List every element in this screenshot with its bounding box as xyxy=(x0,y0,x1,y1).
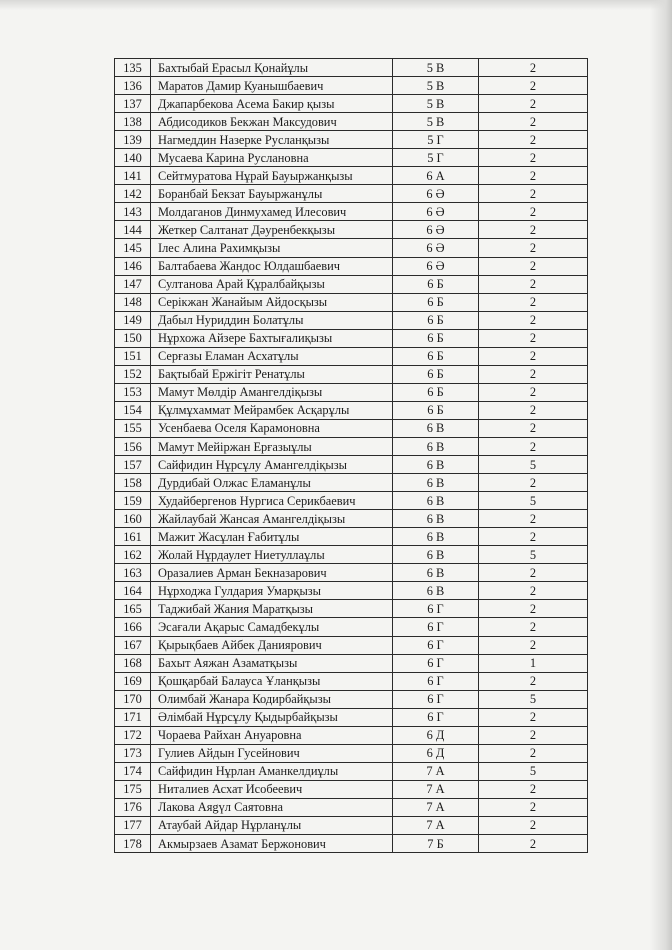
class-grade: 6 Ә xyxy=(393,257,479,275)
score-value: 2 xyxy=(479,311,588,329)
class-grade: 6 В xyxy=(393,474,479,492)
class-grade: 6 Б xyxy=(393,383,479,401)
student-name: Гулиев Айдын Гусейнович xyxy=(151,744,393,762)
student-name: Серікжан Жанайым Айдосқызы xyxy=(151,293,393,311)
student-name: Абдисодиков Бекжан Максудович xyxy=(151,113,393,131)
score-value: 2 xyxy=(479,510,588,528)
score-value: 2 xyxy=(479,744,588,762)
class-grade: 6 Ә xyxy=(393,239,479,257)
class-grade: 6 Г xyxy=(393,600,479,618)
class-grade: 6 Г xyxy=(393,618,479,636)
score-value: 2 xyxy=(479,167,588,185)
class-grade: 6 Г xyxy=(393,636,479,654)
row-number: 159 xyxy=(115,492,151,510)
score-value: 2 xyxy=(479,95,588,113)
class-grade: 6 Б xyxy=(393,401,479,419)
row-number: 135 xyxy=(115,59,151,77)
student-name: Құлмұхаммат Мейрамбек Асқарұлы xyxy=(151,401,393,419)
score-value: 5 xyxy=(479,456,588,474)
student-name: Молдаганов Динмухамед Илесович xyxy=(151,203,393,221)
class-grade: 5 В xyxy=(393,77,479,95)
student-results-table xyxy=(114,58,588,853)
row-number: 157 xyxy=(115,456,151,474)
row-number: 136 xyxy=(115,77,151,95)
row-number: 146 xyxy=(115,257,151,275)
row-number: 141 xyxy=(115,167,151,185)
score-value: 2 xyxy=(479,77,588,95)
row-number: 173 xyxy=(115,744,151,762)
student-name: Акмырзаев Азамат Бержонович xyxy=(151,835,393,853)
score-value: 2 xyxy=(479,564,588,582)
table-row xyxy=(115,690,588,708)
score-value: 5 xyxy=(479,492,588,510)
score-value: 2 xyxy=(479,275,588,293)
student-name: Бахтыбай Ерасыл Қонайұлы xyxy=(151,59,393,77)
score-value: 2 xyxy=(479,618,588,636)
row-number: 171 xyxy=(115,708,151,726)
row-number: 169 xyxy=(115,672,151,690)
class-grade: 7 А xyxy=(393,798,479,816)
class-grade: 7 Б xyxy=(393,835,479,853)
row-number: 155 xyxy=(115,419,151,437)
student-name: Бахыт Аяжан Азаматқызы xyxy=(151,654,393,672)
student-name: Балтабаева Жандос Юлдашбаевич xyxy=(151,257,393,275)
table-row xyxy=(115,59,588,77)
score-value: 1 xyxy=(479,654,588,672)
student-name: Сейтмуратова Нұрай Бауыржанқызы xyxy=(151,167,393,185)
class-grade: 6 Б xyxy=(393,365,479,383)
score-value: 2 xyxy=(479,528,588,546)
row-number: 154 xyxy=(115,401,151,419)
class-grade: 5 В xyxy=(393,95,479,113)
score-value: 2 xyxy=(479,835,588,853)
table-row xyxy=(115,582,588,600)
table-row xyxy=(115,474,588,492)
table-row xyxy=(115,437,588,455)
table-row xyxy=(115,311,588,329)
class-grade: 5 В xyxy=(393,59,479,77)
row-number: 143 xyxy=(115,203,151,221)
table-row xyxy=(115,185,588,203)
class-grade: 6 Ә xyxy=(393,185,479,203)
table-row xyxy=(115,239,588,257)
score-value: 2 xyxy=(479,672,588,690)
table-row xyxy=(115,456,588,474)
row-number: 161 xyxy=(115,528,151,546)
table-row xyxy=(115,708,588,726)
table-row xyxy=(115,744,588,762)
row-number: 150 xyxy=(115,329,151,347)
row-number: 160 xyxy=(115,510,151,528)
student-name: Маратов Дамир Куанышбаевич xyxy=(151,77,393,95)
student-name: Султанова Арай Құралбайқызы xyxy=(151,275,393,293)
score-value: 2 xyxy=(479,59,588,77)
row-number: 164 xyxy=(115,582,151,600)
student-name: Қырықбаев Айбек Даниярович xyxy=(151,636,393,654)
student-name: Дабыл Нуриддин Болатұлы xyxy=(151,311,393,329)
student-name: Ниталиев Асхат Исобеевич xyxy=(151,780,393,798)
table-row xyxy=(115,347,588,365)
row-number: 144 xyxy=(115,221,151,239)
class-grade: 6 В xyxy=(393,546,479,564)
student-name: Нұрхожа Айзере Бахтығалиқызы xyxy=(151,329,393,347)
student-name: Лакова Аяgүл Саятовна xyxy=(151,798,393,816)
score-value: 2 xyxy=(479,636,588,654)
table-row xyxy=(115,546,588,564)
row-number: 162 xyxy=(115,546,151,564)
table-row xyxy=(115,131,588,149)
student-name: Бақтыбай Ержігіт Ренатұлы xyxy=(151,365,393,383)
score-value: 2 xyxy=(479,401,588,419)
table-row xyxy=(115,636,588,654)
class-grade: 6 Ә xyxy=(393,221,479,239)
row-number: 152 xyxy=(115,365,151,383)
score-value: 2 xyxy=(479,113,588,131)
student-name: Жеткер Салтанат Дәуренбекқызы xyxy=(151,221,393,239)
table-row xyxy=(115,365,588,383)
table-row xyxy=(115,329,588,347)
table-row xyxy=(115,203,588,221)
class-grade: 6 Г xyxy=(393,654,479,672)
score-value: 2 xyxy=(479,149,588,167)
row-number: 172 xyxy=(115,726,151,744)
row-number: 170 xyxy=(115,690,151,708)
student-name: Таджибай Жания Маратқызы xyxy=(151,600,393,618)
class-grade: 6 Д xyxy=(393,744,479,762)
class-grade: 6 Б xyxy=(393,293,479,311)
class-grade: 7 А xyxy=(393,762,479,780)
class-grade: 6 В xyxy=(393,564,479,582)
score-value: 2 xyxy=(479,365,588,383)
row-number: 165 xyxy=(115,600,151,618)
table-row xyxy=(115,275,588,293)
table-row xyxy=(115,780,588,798)
score-value: 2 xyxy=(479,582,588,600)
class-grade: 6 В xyxy=(393,419,479,437)
table-row xyxy=(115,95,588,113)
row-number: 166 xyxy=(115,618,151,636)
score-value: 2 xyxy=(479,185,588,203)
class-grade: 6 В xyxy=(393,510,479,528)
score-value: 2 xyxy=(479,383,588,401)
table-row xyxy=(115,835,588,853)
row-number: 177 xyxy=(115,816,151,834)
student-name: Дурдибай Олжас Еламанұлы xyxy=(151,474,393,492)
student-name: Мамут Мөлдір Амангелдіқызы xyxy=(151,383,393,401)
student-name: Жайлаубай Жансая Амангелдіқызы xyxy=(151,510,393,528)
score-value: 2 xyxy=(479,221,588,239)
class-grade: 6 А xyxy=(393,167,479,185)
class-grade: 6 Д xyxy=(393,726,479,744)
score-value: 2 xyxy=(479,293,588,311)
row-number: 151 xyxy=(115,347,151,365)
student-name: Мамут Мейіржан Ерғазыұлы xyxy=(151,437,393,455)
class-grade: 5 В xyxy=(393,113,479,131)
score-value: 2 xyxy=(479,816,588,834)
table-row xyxy=(115,257,588,275)
student-name: Серғазы Еламан Асхатұлы xyxy=(151,347,393,365)
class-grade: 6 Г xyxy=(393,690,479,708)
student-name: Олимбай Жанара Кодирбайқызы xyxy=(151,690,393,708)
table-row xyxy=(115,401,588,419)
row-number: 156 xyxy=(115,437,151,455)
score-value: 2 xyxy=(479,708,588,726)
class-grade: 6 В xyxy=(393,437,479,455)
student-name: Эсағали Ақарыс Самадбекұлы xyxy=(151,618,393,636)
table-row xyxy=(115,77,588,95)
row-number: 138 xyxy=(115,113,151,131)
scan-top-edge xyxy=(0,0,672,10)
class-grade: 6 Б xyxy=(393,329,479,347)
score-value: 2 xyxy=(479,131,588,149)
row-number: 175 xyxy=(115,780,151,798)
class-grade: 5 Г xyxy=(393,149,479,167)
student-name: Қошқарбай Балауса Ұланқызы xyxy=(151,672,393,690)
table-row xyxy=(115,798,588,816)
score-value: 2 xyxy=(479,780,588,798)
class-grade: 6 Г xyxy=(393,672,479,690)
class-grade: 6 Б xyxy=(393,347,479,365)
score-value: 2 xyxy=(479,203,588,221)
row-number: 142 xyxy=(115,185,151,203)
class-grade: 6 Ә xyxy=(393,203,479,221)
student-name: Джапарбекова Асема Бакир қызы xyxy=(151,95,393,113)
table-row xyxy=(115,149,588,167)
score-value: 2 xyxy=(479,257,588,275)
table-row xyxy=(115,726,588,744)
table-row xyxy=(115,618,588,636)
score-value: 2 xyxy=(479,474,588,492)
table-row xyxy=(115,113,588,131)
table-row xyxy=(115,654,588,672)
row-number: 178 xyxy=(115,835,151,853)
table-body xyxy=(115,59,588,853)
score-value: 5 xyxy=(479,546,588,564)
student-name: Мусаева Карина Руслановна xyxy=(151,149,393,167)
row-number: 145 xyxy=(115,239,151,257)
score-value: 2 xyxy=(479,726,588,744)
table-row xyxy=(115,816,588,834)
student-name: Сайфидин Нұрсұлу Амангелдіқызы xyxy=(151,456,393,474)
table-row xyxy=(115,419,588,437)
table-row xyxy=(115,564,588,582)
student-name: Боранбай Бекзат Бауыржанұлы xyxy=(151,185,393,203)
scan-right-edge xyxy=(650,0,672,950)
table-row xyxy=(115,383,588,401)
student-name: Мажит Жасұлан Ғабитұлы xyxy=(151,528,393,546)
class-grade: 6 В xyxy=(393,492,479,510)
class-grade: 6 Г xyxy=(393,708,479,726)
class-grade: 5 Г xyxy=(393,131,479,149)
table-row xyxy=(115,528,588,546)
score-value: 2 xyxy=(479,419,588,437)
class-grade: 6 В xyxy=(393,456,479,474)
row-number: 140 xyxy=(115,149,151,167)
score-value: 2 xyxy=(479,798,588,816)
table-row xyxy=(115,293,588,311)
student-name: Нұрходжа Гулдария Умарқызы xyxy=(151,582,393,600)
score-value: 2 xyxy=(479,239,588,257)
student-name: Нагмеддин Назерке Русланқызы xyxy=(151,131,393,149)
student-name: Оразалиев Арман Бекназарович xyxy=(151,564,393,582)
table-row xyxy=(115,510,588,528)
student-name: Жолай Нұрдаулет Ниетуллаұлы xyxy=(151,546,393,564)
row-number: 137 xyxy=(115,95,151,113)
score-value: 5 xyxy=(479,690,588,708)
class-grade: 6 В xyxy=(393,528,479,546)
table-row xyxy=(115,762,588,780)
class-grade: 7 А xyxy=(393,816,479,834)
row-number: 149 xyxy=(115,311,151,329)
class-grade: 6 Б xyxy=(393,311,479,329)
student-name: Әлімбай Нұрсұлу Қыдырбайқызы xyxy=(151,708,393,726)
class-grade: 6 Б xyxy=(393,275,479,293)
row-number: 153 xyxy=(115,383,151,401)
table-row xyxy=(115,167,588,185)
score-value: 2 xyxy=(479,600,588,618)
row-number: 148 xyxy=(115,293,151,311)
student-name: Сайфидин Нұрлан Аманкелдиұлы xyxy=(151,762,393,780)
table-row xyxy=(115,492,588,510)
class-grade: 6 В xyxy=(393,582,479,600)
score-value: 2 xyxy=(479,329,588,347)
score-value: 5 xyxy=(479,762,588,780)
row-number: 167 xyxy=(115,636,151,654)
student-name: Ілес Алина Рахимқызы xyxy=(151,239,393,257)
class-grade: 7 А xyxy=(393,780,479,798)
row-number: 176 xyxy=(115,798,151,816)
row-number: 174 xyxy=(115,762,151,780)
row-number: 168 xyxy=(115,654,151,672)
score-value: 2 xyxy=(479,437,588,455)
student-name: Худайбергенов Нургиса Серикбаевич xyxy=(151,492,393,510)
score-value: 2 xyxy=(479,347,588,365)
row-number: 158 xyxy=(115,474,151,492)
student-name: Чораева Райхан Ануаровна xyxy=(151,726,393,744)
row-number: 163 xyxy=(115,564,151,582)
table-row xyxy=(115,672,588,690)
row-number: 139 xyxy=(115,131,151,149)
student-name: Усенбаева Оселя Карамоновна xyxy=(151,419,393,437)
student-name: Атаубай Айдар Нұрланұлы xyxy=(151,816,393,834)
row-number: 147 xyxy=(115,275,151,293)
table-row xyxy=(115,600,588,618)
table-row xyxy=(115,221,588,239)
